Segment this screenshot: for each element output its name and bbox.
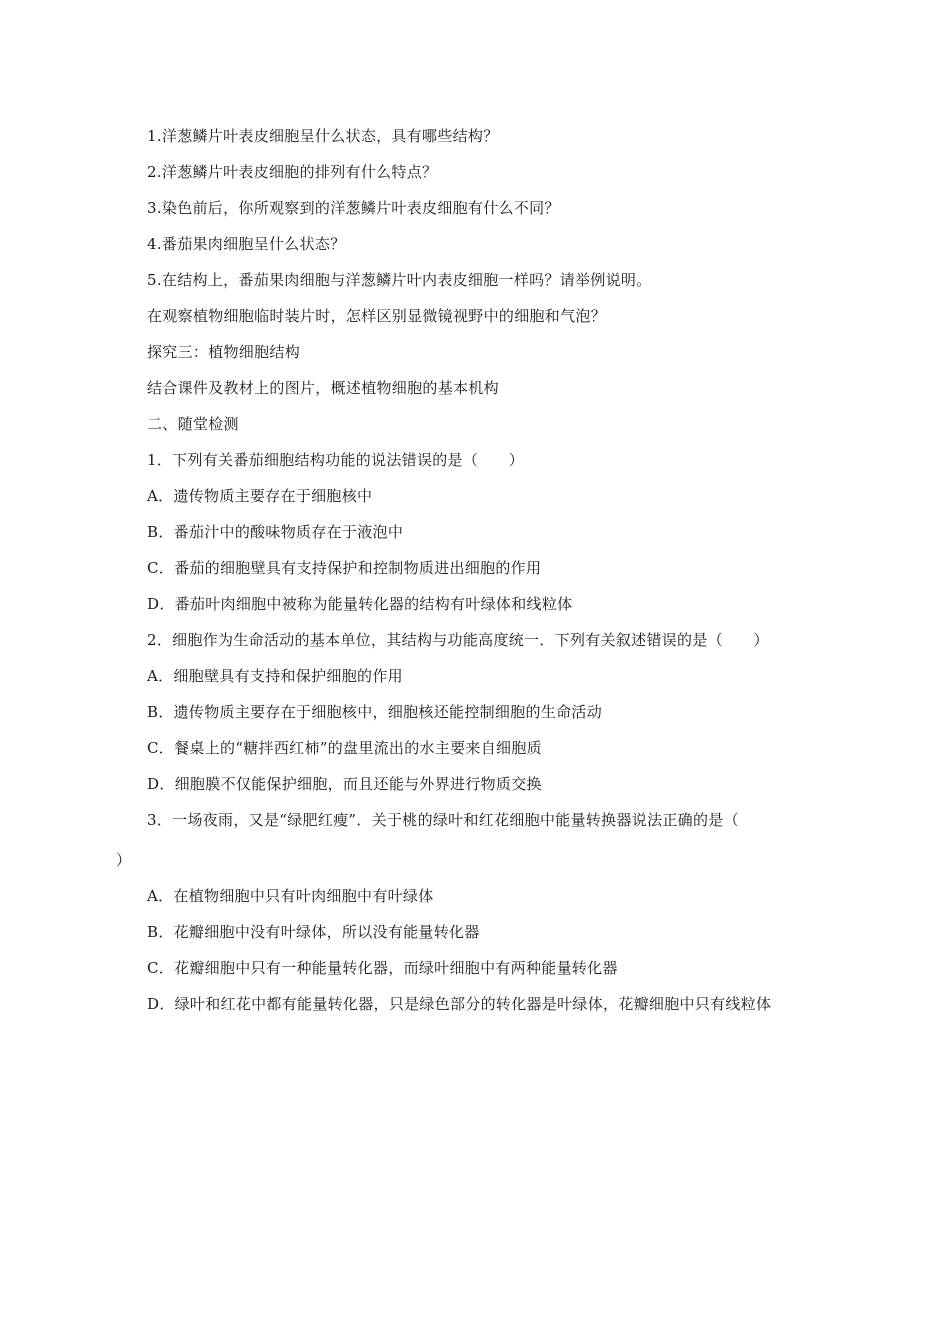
quiz-2-option-b: B．遗传物质主要存在于细胞核中，细胞核还能控制细胞的生命活动 bbox=[147, 703, 603, 721]
quiz-2-option-c: C．餐桌上的“糖拌西红柿”的盘里流出的水主要来自细胞质 bbox=[147, 739, 542, 757]
quiz-3-option-c: C．花瓣细胞中只有一种能量转化器，而绿叶细胞中有两种能量转化器 bbox=[147, 959, 618, 977]
question-5-text: 5.在结构上，番茄果肉细胞与洋葱鳞片叶内表皮细胞一样吗？请举例说明。 bbox=[147, 271, 652, 289]
quiz-3-stem-continuation: ） bbox=[116, 851, 132, 869]
quiz-1-option-a: A．遗传物质主要存在于细胞核中 bbox=[147, 487, 373, 505]
quiz-3-option-d: D．绿叶和红花中都有能量转化器，只是绿色部分的转化器是叶绿体，花瓣细胞中只有线粒体 bbox=[147, 995, 772, 1013]
quiz-2-option-d: D．细胞膜不仅能保护细胞，而且还能与外界进行物质交换 bbox=[147, 775, 542, 793]
quiz-3-stem: 3．一场夜雨，又是“绿肥红瘦”．关于桃的绿叶和红花细胞中能量转换器说法正确的是（ bbox=[147, 811, 739, 829]
explore-three-instruction: 结合课件及教材上的图片，概述植物细胞的基本机构 bbox=[147, 379, 499, 397]
quiz-3-option-b: B．花瓣细胞中没有叶绿体，所以没有能量转化器 bbox=[147, 923, 480, 941]
quiz-2-stem: 2．细胞作为生命活动的基本单位，其结构与功能高度统一．下列有关叙述错误的是（ ） bbox=[147, 631, 769, 649]
question-1-text: 1.洋葱鳞片叶表皮细胞呈什么状态，具有哪些结构？ bbox=[147, 127, 499, 145]
quiz-1-option-c: C．番茄的细胞壁具有支持保护和控制物质进出细胞的作用 bbox=[147, 559, 542, 577]
question-3-text: 3.染色前后，你所观察到的洋葱鳞片叶表皮细胞有什么不同？ bbox=[147, 199, 560, 217]
quiz-2-option-a: A．细胞壁具有支持和保护细胞的作用 bbox=[147, 667, 403, 685]
quiz-3-option-a: A．在植物细胞中只有叶肉细胞中有叶绿体 bbox=[147, 887, 434, 905]
section-explore-three-heading: 探究三：植物细胞结构 bbox=[147, 343, 301, 361]
bubble-question-text: 在观察植物细胞临时装片时，怎样区别显微镜视野中的细胞和气泡？ bbox=[147, 307, 607, 325]
question-2-text: 2.洋葱鳞片叶表皮细胞的排列有什么特点？ bbox=[147, 163, 438, 181]
section-quiz-heading: 二、随堂检测 bbox=[147, 415, 239, 433]
quiz-1-option-b: B．番茄汁中的酸味物质存在于液泡中 bbox=[147, 523, 404, 541]
question-4-text: 4.番茄果肉细胞呈什么状态？ bbox=[147, 235, 346, 253]
quiz-1-option-d: D．番茄叶肉细胞中被称为能量转化器的结构有叶绿体和线粒体 bbox=[147, 595, 573, 613]
quiz-1-stem: 1．下列有关番茄细胞结构功能的说法错误的是（ ） bbox=[147, 451, 525, 469]
